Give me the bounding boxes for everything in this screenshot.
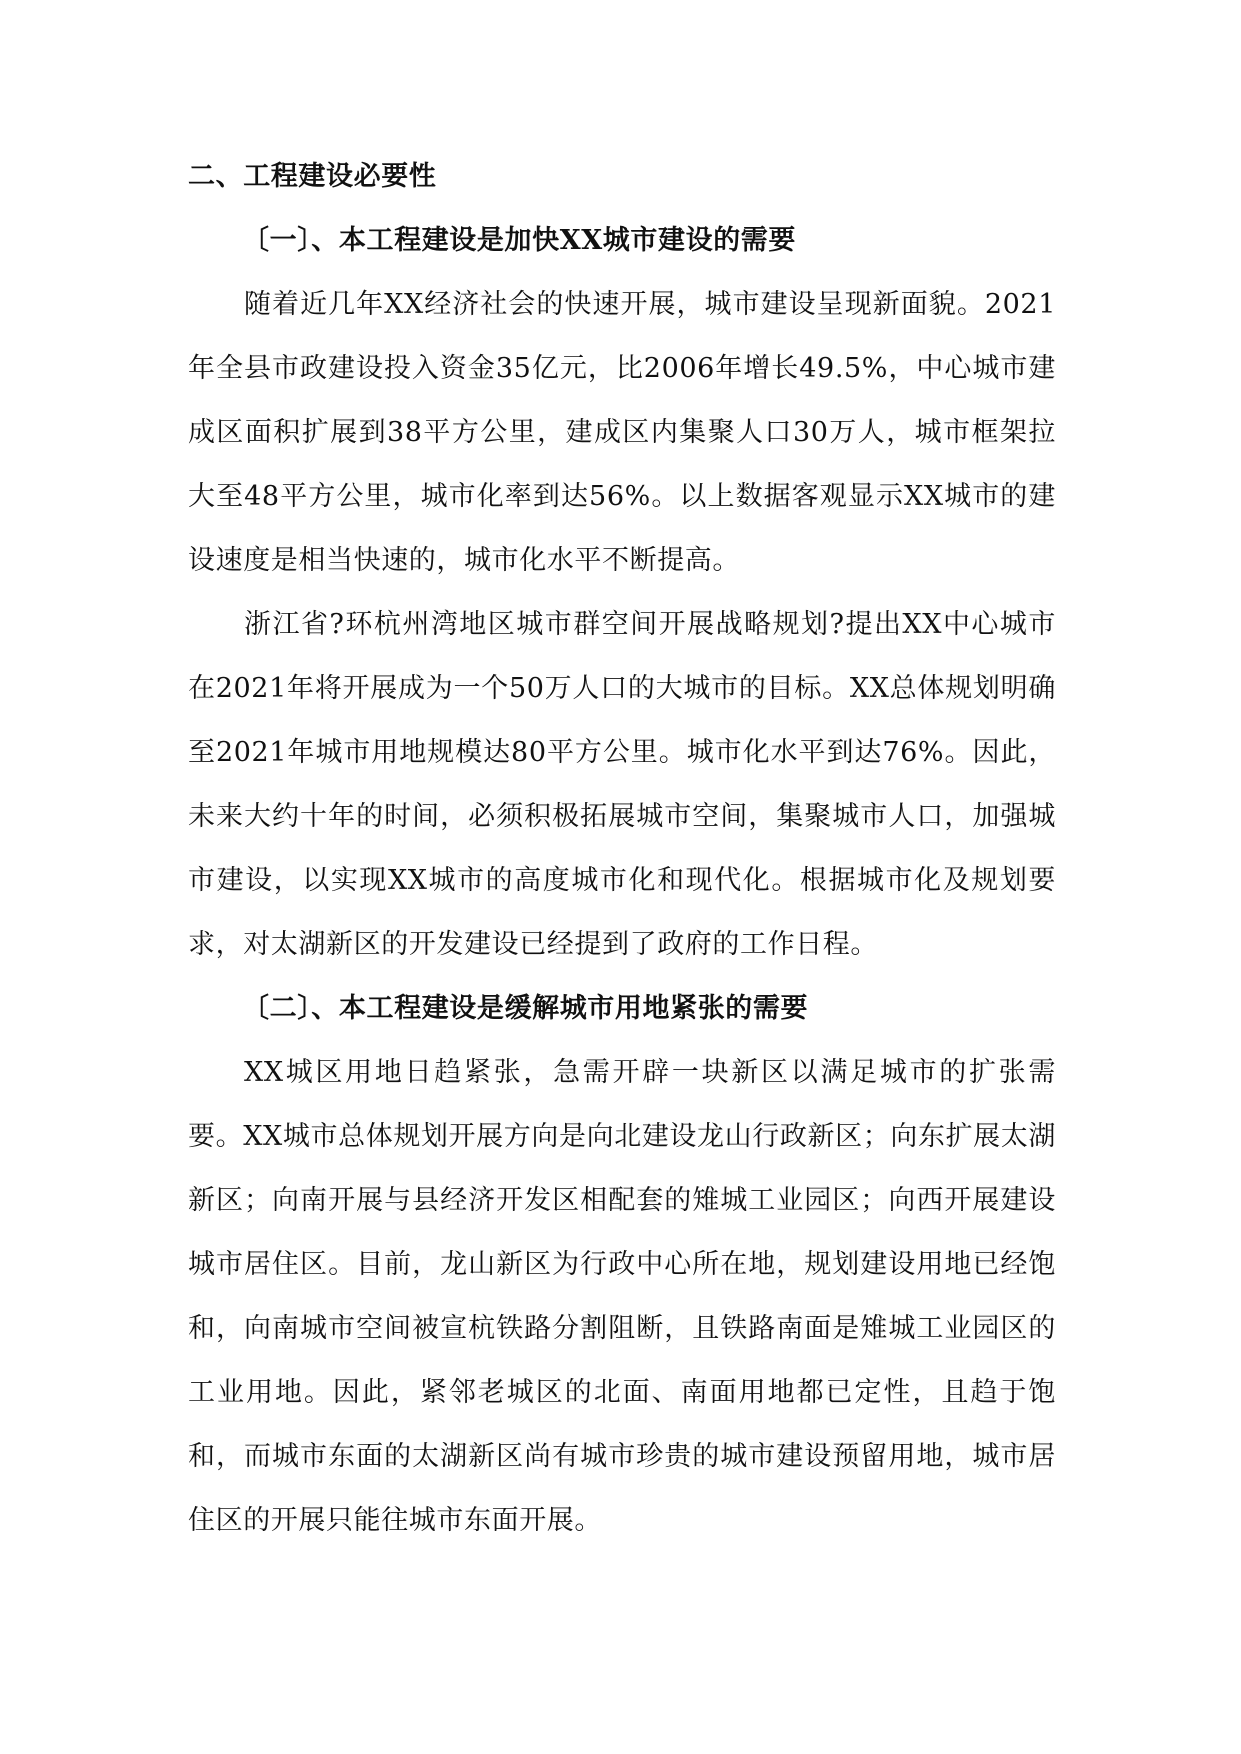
subsection-1-paragraph-2: 浙江省?环杭州湾地区城市群空间开展战略规划?提出XX中心城市在2021年将开展成为一个50万人口的大城市的目标。XX总体规划明确至2021年城市用地规模达80平方公里。城市化水平到达76%。因此，未来大约十年的时间，必须积极拓展城市空间，集聚城市人口，加强城市建设，以实现XX城市的高度城市化和现代化。根据城市化及规划要求，对太湖新区的开发建设已经提到了政府的工作日程。	[188, 609, 1056, 960]
section-title: 二、工程建设必要性	[188, 161, 437, 192]
subsection-1-paragraph-1: 随着近几年XX经济社会的快速开展，城市建设呈现新面貌。2021年全县市政建设投入资金35亿元，比2006年增长49.5%，中心城市建成区面积扩展到38平方公里，建成区内集聚人口30万人，城市框架拉大至48平方公里，城市化率到达56%。以上数据客观显示XX城市的建设速度是相当快速的，城市化水平不断提高。	[188, 289, 1056, 576]
subsection-2-title: 〔二〕、本工程建设是缓解城市用地紧张的需要	[242, 993, 809, 1024]
document-body	[188, 145, 1056, 1553]
subsection-1-title: 〔一〕、本工程建设是加快XX城市建设的需要	[242, 225, 796, 256]
subsection-2-paragraph-1: XX城区用地日趋紧张，急需开辟一块新区以满足城市的扩张需要。XX城市总体规划开展方向是向北建设龙山行政新区；向东扩展太湖新区；向南开展与县经济开发区相配套的雉城工业园区；向西开展建设城市居住区。目前，龙山新区为行政中心所在地，规划建设用地已经饱和，向南城市空间被宣杭铁路分割阻断，且铁路南面是雉城工业园区的工业用地。因此，紧邻老城区的北面、南面用地都已定性，且趋于饱和，而城市东面的太湖新区尚有城市珍贵的城市建设预留用地，城市居住区的开展只能往城市东面开展。	[188, 1057, 1056, 1536]
